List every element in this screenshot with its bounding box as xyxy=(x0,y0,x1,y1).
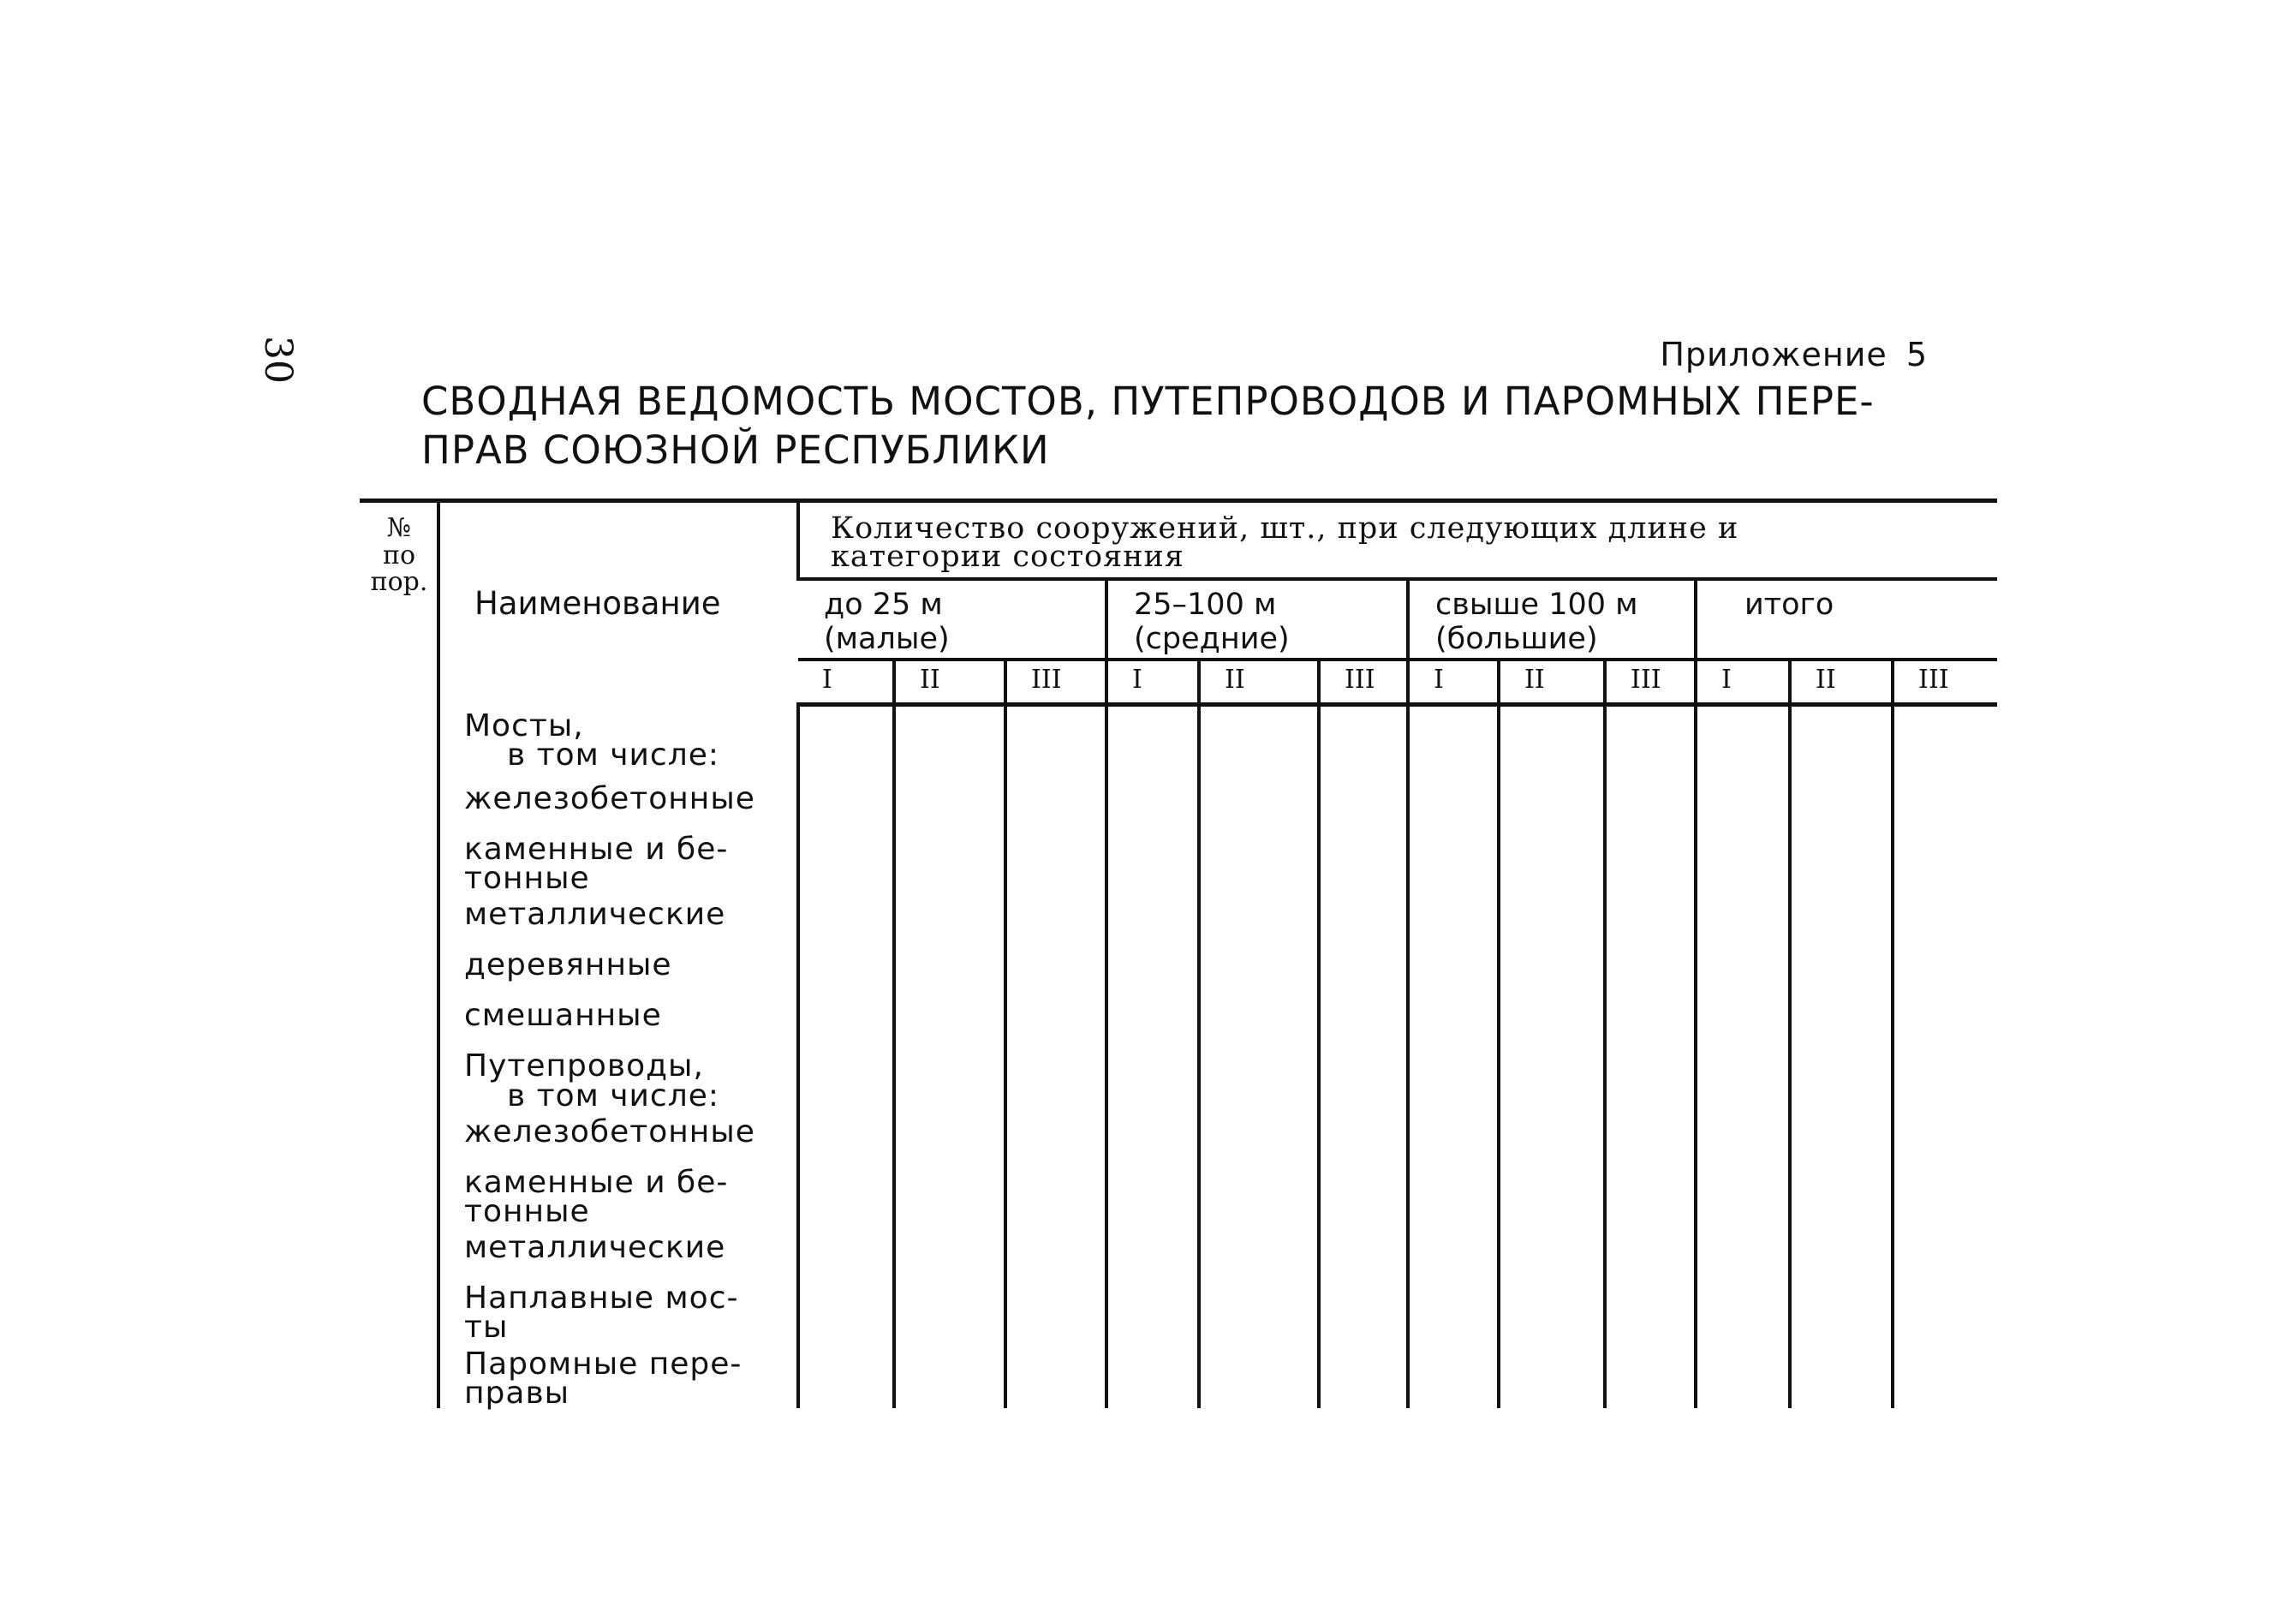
value-cell xyxy=(1199,1045,1319,1110)
row-number-cell xyxy=(360,1227,438,1277)
summary-table xyxy=(360,499,1997,1411)
value-cell xyxy=(1605,1161,1696,1227)
value-cell xyxy=(1408,1111,1499,1161)
value-cell xyxy=(1199,1161,1319,1227)
table-row xyxy=(360,1343,1997,1408)
value-cell xyxy=(1106,1277,1199,1342)
cat-medium-1: I xyxy=(1106,660,1199,705)
row-name-line-1: деревянные xyxy=(464,947,672,983)
table-row xyxy=(360,1161,1997,1227)
document-title xyxy=(421,377,1929,475)
range-small-line-2: (малые) xyxy=(824,621,950,656)
row-name-cell xyxy=(438,994,798,1045)
value-cell xyxy=(1319,1277,1408,1342)
value-cell xyxy=(1005,1161,1106,1227)
table-row xyxy=(360,828,1997,893)
value-cell xyxy=(1106,1161,1199,1227)
row-name-cell xyxy=(438,1111,798,1161)
value-cell xyxy=(1696,1045,1790,1110)
row-name-line-1: Мосты, xyxy=(464,708,584,743)
value-cell xyxy=(1199,1343,1319,1408)
cat-total-3: III xyxy=(1893,660,1997,705)
page-number: 30 xyxy=(256,336,300,384)
value-cell xyxy=(1005,1045,1106,1110)
value-cell xyxy=(798,944,894,994)
value-cell xyxy=(1893,1161,1997,1227)
value-cell xyxy=(1605,1343,1696,1408)
value-cell xyxy=(894,944,1005,994)
row-name-cell xyxy=(438,1161,798,1227)
table-row xyxy=(360,944,1997,994)
value-cell xyxy=(1499,1111,1605,1161)
value-cell xyxy=(1696,1227,1790,1277)
value-cell xyxy=(1696,1277,1790,1342)
cat-total-2: II xyxy=(1790,660,1893,705)
table-row xyxy=(360,705,1997,779)
value-cell xyxy=(1605,1227,1696,1277)
value-cell xyxy=(1499,1227,1605,1277)
value-cell xyxy=(798,1161,894,1227)
row-number-cell xyxy=(360,944,438,994)
header-quantity-line-1: Количество сооружений, шт., при следующих длине и xyxy=(831,511,1739,546)
value-cell xyxy=(1499,893,1605,944)
value-cell xyxy=(1499,1045,1605,1110)
value-cell xyxy=(1319,1161,1408,1227)
header-quantity xyxy=(798,501,1997,579)
value-cell xyxy=(1790,705,1893,779)
table-row xyxy=(360,1277,1997,1342)
value-cell xyxy=(1199,944,1319,994)
value-cell xyxy=(1319,1045,1408,1110)
value-cell xyxy=(1893,1227,1997,1277)
value-cell xyxy=(1696,1111,1790,1161)
value-cell xyxy=(798,828,894,893)
value-cell xyxy=(1696,778,1790,828)
value-cell xyxy=(1790,1161,1893,1227)
row-name-line-1: каменные и бе- xyxy=(464,832,729,867)
value-cell xyxy=(1696,705,1790,779)
value-cell xyxy=(1499,944,1605,994)
value-cell xyxy=(1408,1227,1499,1277)
value-cell xyxy=(1605,1045,1696,1110)
header-name: Наименование xyxy=(438,501,798,705)
value-cell xyxy=(1790,1227,1893,1277)
row-number-cell xyxy=(360,994,438,1045)
value-cell xyxy=(798,1227,894,1277)
row-name-line-2: тонные xyxy=(464,861,590,897)
value-cell xyxy=(1790,1343,1893,1408)
header-range-small xyxy=(798,579,1106,660)
header-range-total xyxy=(1696,579,1997,660)
value-cell xyxy=(1605,705,1696,779)
value-cell xyxy=(894,828,1005,893)
table-row xyxy=(360,1045,1997,1110)
cat-large-1: I xyxy=(1408,660,1499,705)
appendix-word: Приложение xyxy=(1660,336,1887,373)
row-name-cell xyxy=(438,828,798,897)
row-name-cell xyxy=(438,1277,798,1346)
value-cell xyxy=(1319,893,1408,944)
value-cell xyxy=(1790,1277,1893,1342)
value-cell xyxy=(1199,893,1319,944)
row-number-cell xyxy=(360,705,438,779)
value-cell xyxy=(894,1277,1005,1342)
row-number-cell xyxy=(360,893,438,944)
value-cell xyxy=(1005,944,1106,994)
value-cell xyxy=(1893,778,1997,828)
value-cell xyxy=(798,893,894,944)
value-cell xyxy=(1408,1161,1499,1227)
header-number-line-1: № xyxy=(386,513,412,543)
value-cell xyxy=(1499,1277,1605,1342)
value-cell xyxy=(1790,994,1893,1045)
cat-large-2: II xyxy=(1499,660,1605,705)
row-name-cell xyxy=(438,944,798,994)
value-cell xyxy=(1319,994,1408,1045)
value-cell xyxy=(1319,1111,1408,1161)
table-row xyxy=(360,893,1997,944)
value-cell xyxy=(1106,944,1199,994)
value-cell xyxy=(1106,1227,1199,1277)
value-cell xyxy=(1605,893,1696,944)
value-cell xyxy=(1106,828,1199,893)
row-name-line-1: смешанные xyxy=(464,998,662,1034)
value-cell xyxy=(1106,994,1199,1045)
row-name-line-1: Путепроводы, xyxy=(464,1048,704,1084)
value-cell xyxy=(1106,1045,1199,1110)
value-cell xyxy=(1499,1343,1605,1408)
value-cell xyxy=(1790,778,1893,828)
table-row xyxy=(360,778,1997,828)
table-body xyxy=(360,705,1997,1411)
value-cell xyxy=(1499,778,1605,828)
table-row xyxy=(360,1111,1997,1161)
row-name-cell xyxy=(438,705,798,779)
value-cell xyxy=(1199,1277,1319,1342)
header-number-line-3: пор. xyxy=(370,567,428,597)
row-name-line-1: железобетонные xyxy=(464,1113,755,1149)
value-cell xyxy=(1605,1277,1696,1342)
value-cell xyxy=(798,1045,894,1110)
value-cell xyxy=(1696,893,1790,944)
cat-small-2: II xyxy=(894,660,1005,705)
header-range-large xyxy=(1408,579,1696,660)
value-cell xyxy=(1696,944,1790,994)
row-name-cell xyxy=(438,778,798,828)
cat-large-3: III xyxy=(1605,660,1696,705)
row-name-line-2: в том числе: xyxy=(507,737,720,773)
range-large-line-2: (большие) xyxy=(1435,621,1598,656)
value-cell xyxy=(1893,893,1997,944)
row-number-cell xyxy=(360,1111,438,1161)
value-cell xyxy=(1005,1277,1106,1342)
appendix-label xyxy=(1660,336,1928,373)
row-name-cell xyxy=(438,893,798,944)
row-name-cell xyxy=(438,1343,798,1411)
title-line-1: СВОДНАЯ ВЕДОМОСТЬ МОСТОВ, ПУТЕПРОВОДОВ И ПАРОМНЫХ ПЕРЕ- xyxy=(421,379,1875,424)
value-cell xyxy=(894,1343,1005,1408)
value-cell xyxy=(1893,1045,1997,1110)
value-cell xyxy=(1893,944,1997,994)
row-name-line-2: ты xyxy=(464,1310,509,1346)
value-cell xyxy=(1790,828,1893,893)
value-cell xyxy=(1408,778,1499,828)
value-cell xyxy=(1790,1111,1893,1161)
value-cell xyxy=(798,778,894,828)
value-cell xyxy=(1605,1111,1696,1161)
value-cell xyxy=(1408,1045,1499,1110)
value-cell xyxy=(1005,893,1106,944)
appendix-number: 5 xyxy=(1905,336,1928,373)
cat-total-1: I xyxy=(1696,660,1790,705)
value-cell xyxy=(1005,1111,1106,1161)
value-cell xyxy=(1893,1111,1997,1161)
row-name-line-2: правы xyxy=(464,1375,570,1411)
row-name-cell xyxy=(438,1045,798,1113)
header-range-medium xyxy=(1106,579,1408,660)
value-cell xyxy=(1106,893,1199,944)
value-cell xyxy=(798,1277,894,1342)
value-cell xyxy=(1199,828,1319,893)
value-cell xyxy=(1893,1343,1997,1408)
value-cell xyxy=(1605,778,1696,828)
range-medium-line-2: (средние) xyxy=(1134,621,1290,656)
value-cell xyxy=(894,1227,1005,1277)
value-cell xyxy=(1319,1343,1408,1408)
row-number-cell xyxy=(360,778,438,828)
row-number-cell xyxy=(360,1045,438,1110)
range-medium-line-1: 25–100 м xyxy=(1134,587,1277,622)
value-cell xyxy=(1605,944,1696,994)
value-cell xyxy=(1696,828,1790,893)
value-cell xyxy=(798,1343,894,1408)
value-cell xyxy=(1893,828,1997,893)
value-cell xyxy=(1893,1277,1997,1342)
value-cell xyxy=(894,893,1005,944)
value-cell xyxy=(1499,1161,1605,1227)
value-cell xyxy=(1319,778,1408,828)
value-cell xyxy=(894,994,1005,1045)
value-cell xyxy=(1790,1045,1893,1110)
value-cell xyxy=(1499,705,1605,779)
value-cell xyxy=(1199,705,1319,779)
cat-medium-3: III xyxy=(1319,660,1408,705)
value-cell xyxy=(1106,778,1199,828)
row-number-cell xyxy=(360,1343,438,1408)
value-cell xyxy=(1319,828,1408,893)
value-cell xyxy=(1106,1111,1199,1161)
value-cell xyxy=(1106,1343,1199,1408)
value-cell xyxy=(894,778,1005,828)
value-cell xyxy=(798,994,894,1045)
row-name-line-1: железобетонные xyxy=(464,781,755,816)
value-cell xyxy=(1408,994,1499,1045)
title-line-2: ПРАВ СОЮЗНОЙ РЕСПУБЛИКИ xyxy=(421,427,1050,474)
value-cell xyxy=(1893,705,1997,779)
value-cell xyxy=(1605,828,1696,893)
value-cell xyxy=(1408,893,1499,944)
value-cell xyxy=(1696,994,1790,1045)
range-large-line-1: свыше 100 м xyxy=(1435,587,1638,622)
value-cell xyxy=(1499,994,1605,1045)
header-quantity-line-2: категории состояния xyxy=(831,540,1184,575)
value-cell xyxy=(1408,1277,1499,1342)
value-cell xyxy=(1790,944,1893,994)
row-number-cell xyxy=(360,1277,438,1342)
value-cell xyxy=(894,1045,1005,1110)
value-cell xyxy=(894,705,1005,779)
value-cell xyxy=(1106,705,1199,779)
row-name-line-1: каменные и бе- xyxy=(464,1164,729,1200)
value-cell xyxy=(1408,1343,1499,1408)
cat-small-3: III xyxy=(1005,660,1106,705)
value-cell xyxy=(1893,994,1997,1045)
header-number-line-2: по xyxy=(382,540,416,570)
value-cell xyxy=(1005,828,1106,893)
cat-small-1: I xyxy=(798,660,894,705)
value-cell xyxy=(1199,778,1319,828)
row-number-cell xyxy=(360,828,438,893)
value-cell xyxy=(894,1111,1005,1161)
table-row xyxy=(360,1227,1997,1277)
row-name-line-1: металлические xyxy=(464,897,726,933)
row-number-cell xyxy=(360,1161,438,1227)
value-cell xyxy=(798,705,894,779)
value-cell xyxy=(1005,705,1106,779)
header-number xyxy=(360,501,438,705)
value-cell xyxy=(1319,705,1408,779)
row-name-cell xyxy=(438,1227,798,1277)
range-small-line-1: до 25 м xyxy=(824,587,943,622)
cat-medium-2: II xyxy=(1199,660,1319,705)
value-cell xyxy=(1605,994,1696,1045)
row-name-line-1: Наплавные мос- xyxy=(464,1281,739,1316)
value-cell xyxy=(1499,828,1605,893)
value-cell xyxy=(1319,944,1408,994)
value-cell xyxy=(1696,1161,1790,1227)
range-total-line-1: итого xyxy=(1744,587,1834,622)
value-cell xyxy=(1199,1111,1319,1161)
row-name-line-1: Паромные пере- xyxy=(464,1346,742,1382)
value-cell xyxy=(1696,1343,1790,1408)
value-cell xyxy=(1319,1227,1408,1277)
row-name-line-1: металлические xyxy=(464,1230,726,1266)
value-cell xyxy=(798,1111,894,1161)
value-cell xyxy=(1005,1343,1106,1408)
row-name-line-2: тонные xyxy=(464,1193,590,1229)
value-cell xyxy=(1005,1227,1106,1277)
value-cell xyxy=(1005,778,1106,828)
value-cell xyxy=(1199,994,1319,1045)
value-cell xyxy=(1790,893,1893,944)
row-name-line-2: в том числе: xyxy=(507,1078,720,1113)
value-cell xyxy=(1199,1227,1319,1277)
value-cell xyxy=(1408,828,1499,893)
value-cell xyxy=(1408,705,1499,779)
value-cell xyxy=(1408,944,1499,994)
value-cell xyxy=(1005,994,1106,1045)
value-cell xyxy=(894,1161,1005,1227)
table-row xyxy=(360,994,1997,1045)
